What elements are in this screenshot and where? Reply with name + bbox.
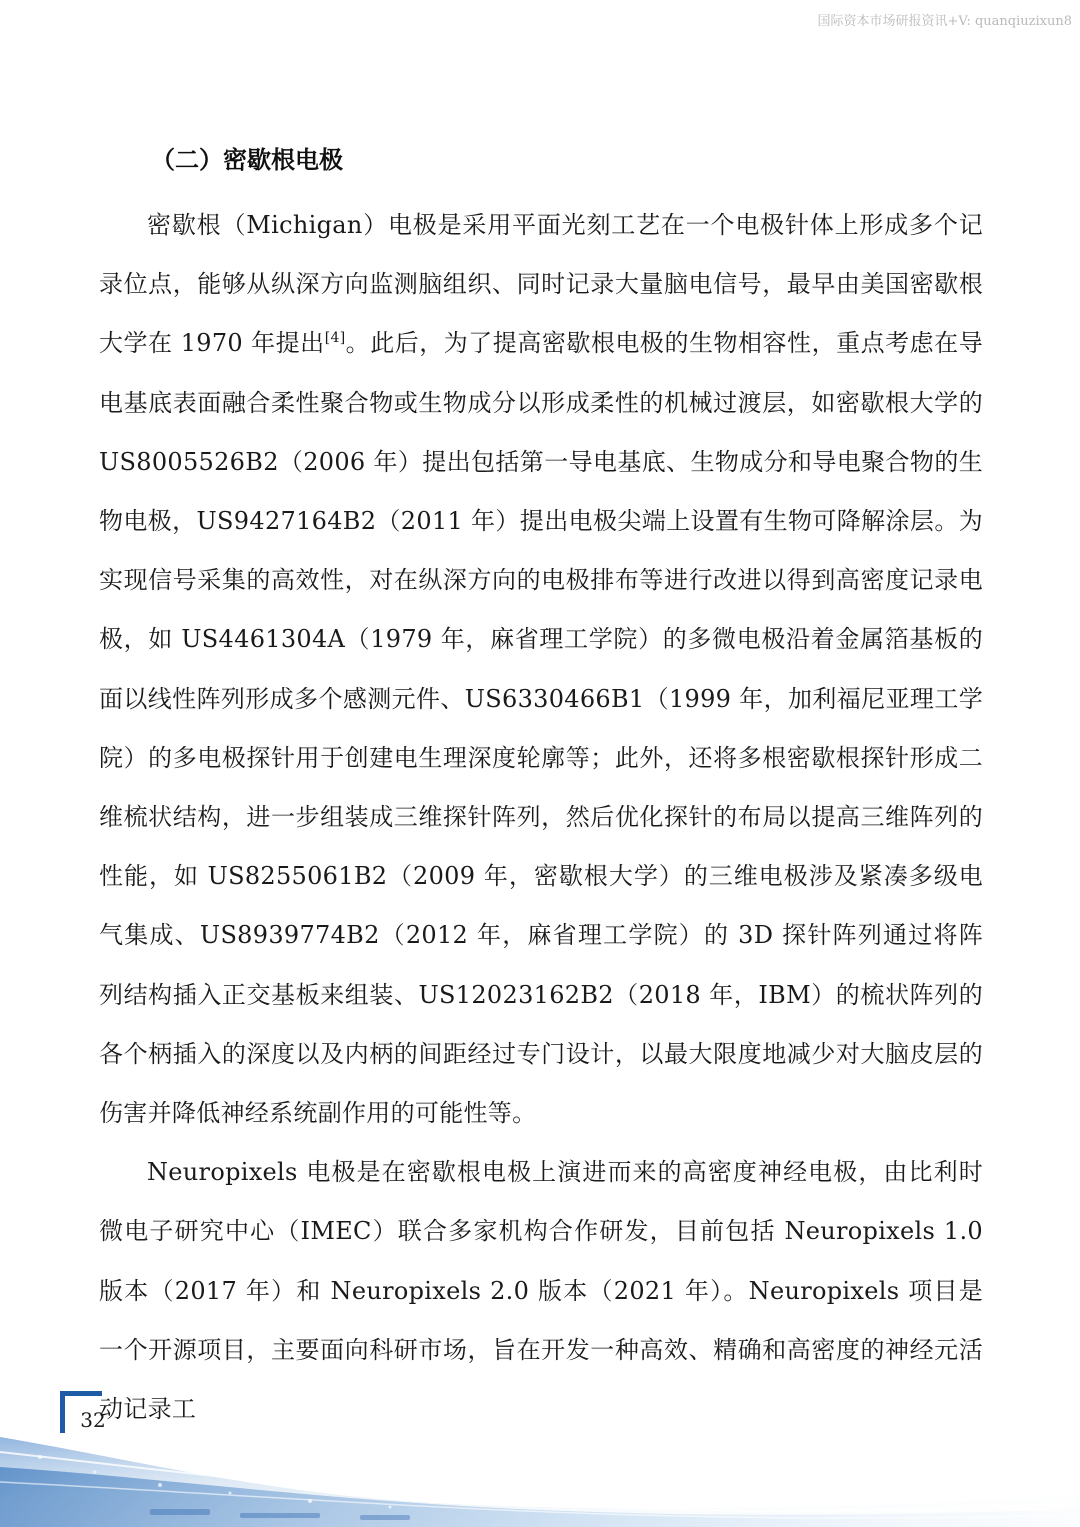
paragraph-text: 密歇根（Michigan）电极是采用平面光刻工艺在一个电极针体上形成多个记录位点，能够从纵深方向监测脑组织、同时记录大量脑电信号，最早由美国密歇根大学在 1970 年提出 xyxy=(99,211,983,358)
paragraph-neuropixels: Neuropixels 电极是在密歇根电极上演进而来的高密度神经电极，由比利时微电子研究中心（IMEC）联合多家机构合作研发，目前包括 Neuropixels 1.0 版本（2017 年）和 Neuropixels 2.0 版本（2021 年）。Neuropixels 项目是一个开源项目，主要面向科研市场，旨在开发一种高效、精确和高密度的神经元活动记录工 xyxy=(99,1158,983,1424)
section-heading: （二）密歇根电极 xyxy=(151,146,343,174)
paragraph-text: 。此后，为了提高密歇根电极的生物相容性，重点考虑在导电基底表面融合柔性聚合物或生物成分以形成柔性的机械过渡层，如密歇根大学的 US8005526B2（2006 年）提出包括第一导电基底、生物成分和导电聚合物的生物电极，US9427164B2（2011 年）提出电极尖端上设置有生物可降解涂层。为实现信号采集的高效性，对在纵深方向的电极排布等进行改进以得到高密度记录电极，如 US4461304A（1979 年，麻省理工学院）的多微电极沿着金属箔基板的面以线性阵列形成多个感测元件、US6330466B1（1999 年，加利福尼亚理工学院）的多电极探针用于创建电生理深度轮廓等；此外，还将多根密歇根探针形成二维梳状结构，进一步组装成三维探针阵列，然后优化探针的布局以提高三维阵列的性能，如 US8255061B2（2009 年，密歇根大学）的三维电极涉及紧凑多级电气集成、US8939774B2（2012 年，麻省理工学院）的 3D 探针阵列通过将阵列结构插入正交基板来组装、US12023162B2（2018 年，IBM）的梳状阵列的各个柄插入的深度以及内柄的间距经过专门设计，以最大限度地减少对大脑皮层的伤害并降低神经系统副作用的可能性等。 xyxy=(99,329,983,1128)
page-number: 32 xyxy=(80,1408,106,1432)
citation-reference: [4] xyxy=(324,330,346,347)
document-body xyxy=(99,138,983,1439)
paragraph-michigan-electrode xyxy=(99,196,983,1143)
watermark-text: 国际资本市场研报资讯+V: quanqiuzixun8 xyxy=(817,14,1072,29)
